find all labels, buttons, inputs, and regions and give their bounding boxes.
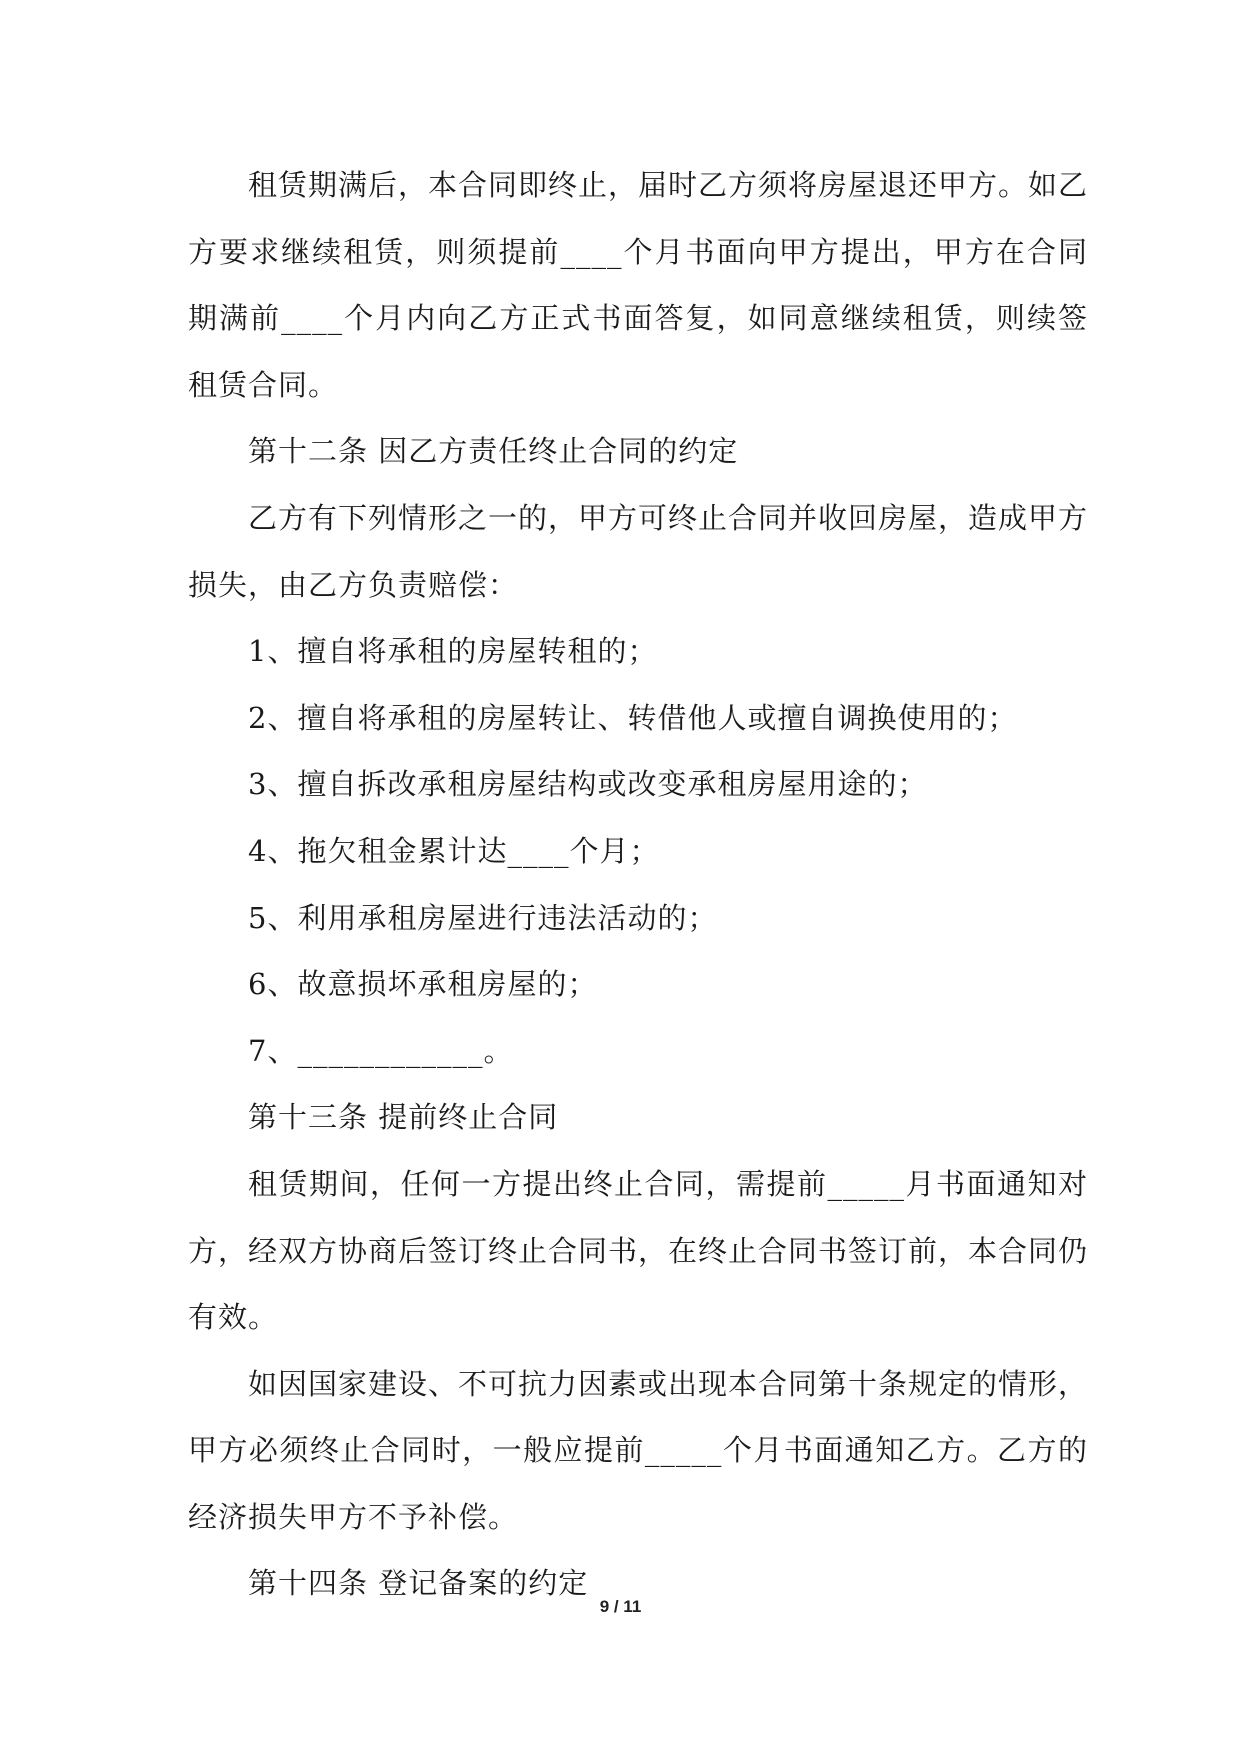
document-body: [188, 152, 1088, 1617]
list-item: 3、擅自拆改承租房屋结构或改变承租房屋用途的；: [248, 767, 928, 802]
list-item: 2、擅自将承租的房屋转让、转借他人或擅自调换使用的；: [248, 700, 1018, 735]
page-number: 9 / 11: [599, 1597, 642, 1616]
paragraph-termination-conditions: 乙方有下列情形之一的，甲方可终止合同并收回房屋，造成甲方损失，由乙方负责赔偿：: [188, 500, 1089, 602]
list-item: 5、利用承租房屋进行违法活动的；: [248, 900, 718, 935]
paragraph-lease-expiry: 租赁期满后，本合同即终止，届时乙方须将房屋退还甲方。如乙方要求继续租赁，则须提前____个月书面向甲方提出，甲方在合同期满前____个月内向乙方正式书面答复，如同意继续租赁，则续签租赁合同。: [188, 168, 1089, 402]
list-item: 1、擅自将承租的房屋转租的；: [248, 634, 658, 669]
list-item: 4、拖欠租金累计达____个月；: [248, 833, 660, 868]
paragraph-force-majeure: 如因国家建设、不可抗力因素或出现本合同第十条规定的情形，甲方必须终止合同时，一般应提前_____个月书面通知乙方。乙方的经济损失甲方不予补偿。: [188, 1366, 1089, 1534]
list-item: 6、故意损坏承租房屋的；: [248, 967, 598, 1002]
article-14-heading: 第十四条 登记备案的约定: [248, 1566, 589, 1601]
list-item: 7、____________。: [248, 1033, 514, 1068]
article-12-heading: 第十二条 因乙方责任终止合同的约定: [248, 434, 739, 469]
article-13-heading: 第十三条 提前终止合同: [248, 1100, 559, 1135]
paragraph-early-termination: 租赁期间，任何一方提出终止合同，需提前_____月书面通知对方，经双方协商后签订终止合同书，在终止合同书签订前，本合同仍有效。: [188, 1166, 1089, 1335]
